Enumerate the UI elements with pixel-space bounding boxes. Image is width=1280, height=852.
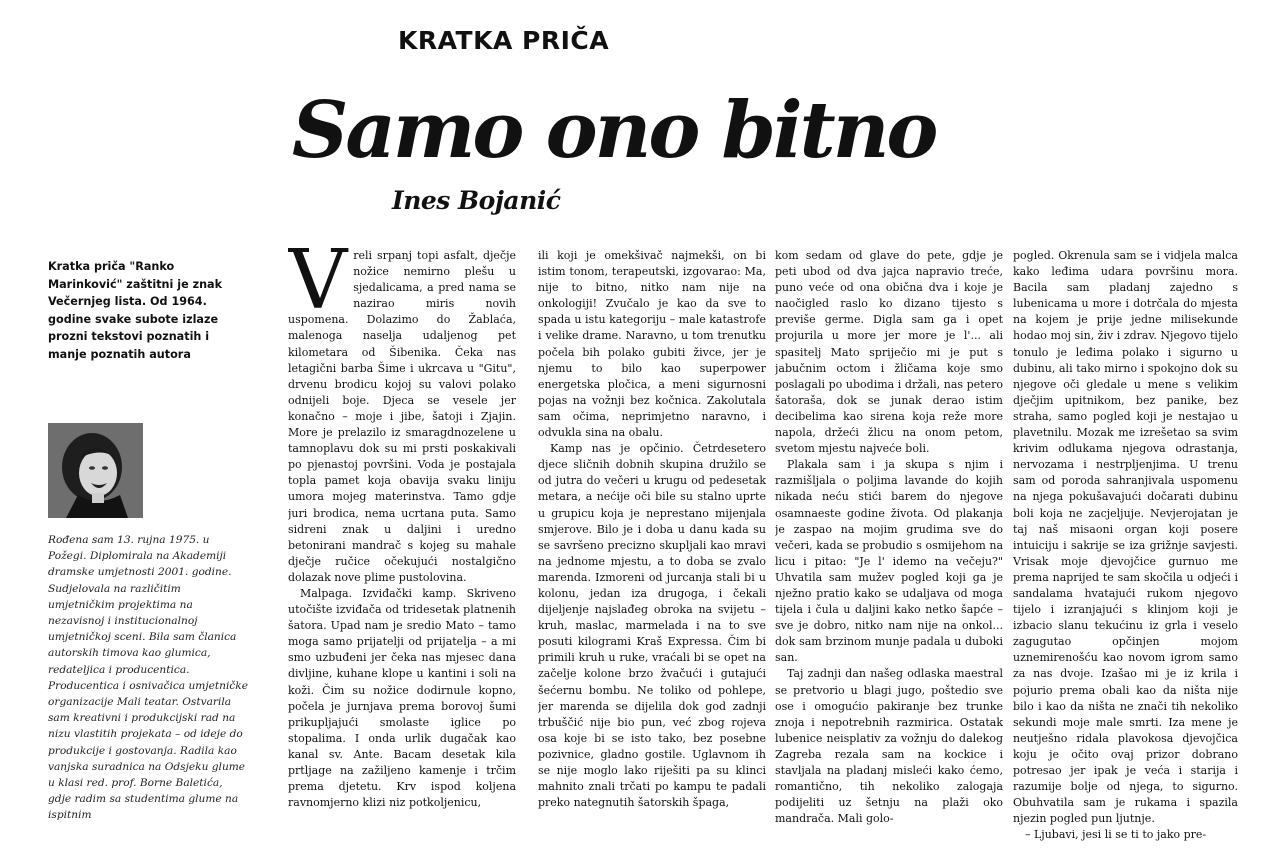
article-column-4 [1013,248,1238,852]
author-bio: Rođena sam 13. rujna 1975. u Požegi. Diplomirala na Akademiji dramske umjetnosti 2001. godine. Sudjelovala na različitim umjetničkim projektima na nezavisnoj i institucionalnoj umjetničkoj sceni. Bila sam članica autorskih timova kao glumica, redateljica i producentica. Producentica i osnivačica umjetničke organizacije Mali teatar. Ostvarila sam kreativni i produkcijski rad na nizu vlastitih projekata – od ideje do produkcije i gostovanja. Radila kao vanjska suradnica na Odsjeku glume u klasi red. prof. Borne Baletića, gdje radim sa studentima glume na ispitnim [48,534,248,822]
section-label: KRATKA PRIČA [398,26,610,55]
article-paragraph: – Ljubavi, jesi li se ti to jako pre- [1025,828,1207,842]
article-column-3 [775,248,1003,852]
article-paragraph: reli srpanj topi asfalt, dječje nožice nemirno plešu u sjedalicama, a pred nama se nazirao miris novih uspomena. Dolazimo do Žablaća, malenoga naselja udaljenog pet kilometara od Šibenika. Čeka nas letagični barba Šime i ukrcava u "Gitu", drvenu brodicu kojoj su valovi polako odnijeli boje. Djeca se vesele jer konačno – moje i jibe, šatoji i Zjajin. More je prelazilo iz smaragdnozelene u tamnoplavu dok su mi prsti poskakivali po pjenastoj površini. Voda je postajala topla pamet koja obavija svaku liniju umora mojeg materinstva. Tamo gdje juri brodica, nema ucrtana puta. Samo sidreni znak u daljini i uredno betonirani mandrač s kojeg su mahale dječje ručice očekujući nostalgično dolazak nove plime pustolovina. [288,249,516,584]
article-paragraph: Malpaga. Izviđački kamp. Skriveno utočište izviđača od tridesetak platnenih šatora. Upad nam je sredio Mato – tamo moga samo prijatelji od prijatelja – a mi smo uzbuđeni jer čeka nas mjesec dana divljine, kuhane klope u kantini i soli na koži. Čim su nožice dodirnule kopno, počela je jurnjava prema borovoj šumi prikupljajući smolaste iglice po stopalima. I onda urlik dugačak kao kanal sv. Ante. Bacam desetak kila prtljage na zažiljeno kamenje i trčim prema djetetu. Krv ispod koljena ravnomjerno klizi niz potkoljenicu, [288,586,516,810]
drop-cap: V [288,248,348,328]
article-paragraph: kom sedam od glave do pete, gdje je peti ubod od dva jajca napravio treće, puno veće od ona obična dva i koje je naočigled raslo ko dizano tijesto s previše germe. Digla sam ga i opet projurila u more jer more je l'... ali spasitelj Mato spriječio mi je put s jabučnim octom i žličama koje smo poslagali po ubodima i držali, nas petero šatoraša, dok se junak derao istim decibelima kao sirena koja reže more napola, držeći žlicu na onom petom, svetom mjestu najveće boli. [775,249,1003,456]
author-portrait-image [48,423,143,518]
article-paragraph: ili koji je omekšivač najmekši, on bi istim tonom, terapeutski, izgovarao: Ma, nije to bitno, nitko nam nije na onkologiji! Zvučalo je kao da sve to spada u istu kategoriju – male katastrofe i velike drame. Naravno, u tom trenutku počela bih polako gubiti živce, jer je njemu to bilo kao superpower energetska pločica, a meni sigurnosni pojas na vožnji bez kočnica. Zakolutala sam očima, neprimjetno naravno, i odvukla sina na obalu. [538,249,766,440]
article-column-2 [538,248,766,852]
series-note: Kratka priča "Ranko Marinković" zaštitni je znak Večernjeg lista. Od 1964. godine svake subote izlaze prozni tekstovi poznatih i manje poznatih autora [48,260,223,361]
article-title: Samo ono bitno [292,85,936,176]
article-column-1 [288,248,516,852]
author-photo [48,423,143,518]
article-paragraph: pogled. Okrenula sam se i vidjela malca kako leđima udara površinu mora. Bacila sam pladanj zajedno s lubenicama u more i dotrčala do mjesta na kojem je prije jedne milisekunde hodao moj sin, živ i zdrav. Njegovo tijelo tonulo je leđima polako i sigurno u dubinu, ali tako mirno i spokojno dok su njegove oči gledale u mene s velikim dječjim upitnikom, bez panike, bez straha, samo pogled koji je nestajao u plavetnilu. Mozak me izrešetao sa svim krivim odlukama njegova odrastanja, nervozama i nestrpljenjima. U trenu sam od poroda sahranjivala uspomenu na njega pokušavajući dočarati dubinu boli koja ne zacjeljuje. Nevjerojatan je taj naš misaoni organ koji posere intuiciju i sakrije se iza grižnje savjesti. Vrisak moje djevojčice gurnuo me prema naprijed te sam skočila u odjeći i sandalama hvatajući rukom njegovo tijelo i izranjajući s klinjom koji je izbacio slanu tekućinu iz grla i veselo zagugutao opčinjen mojom uznemirenošću kao novom igrom samo za nas dvoje. Izašao mi je iz krila i pojurio prema obali kao da ništa nije bilo i kao da ništa ne znači tih nekoliko sekundi moje male smrti. Iza mene je neutješno ridala plavokosa djevojčica koju je očito ovaj prizor dobrano potresao jer ipak je veća i starija i razumije bolje od njega, to sigurno. Obuhvatila sam je rukama i spazila njezin pogled pun ljutnje. [1013,249,1238,826]
article-author: Ines Bojanić [392,186,561,215]
article-paragraph: Taj zadnji dan našeg odlaska maestral se pretvorio u blagi jugo, poštedio sve ose i omogućio pakiranje bez trunke znoja i nepotrebnih razmirica. Ostatak lubenice neisplativ za vožnju do dalekog Zagreba rezala sam na kockice i stavljala na pladanj misleći kako ćemo, romantično, tih nekoliko zalogaja podijeliti uz šetnju na plaži oko mandrača. Mali golo- [775,667,1003,826]
article-paragraph: Plakala sam i ja skupa s njim i razmišljala o poljima lavande do kojih nikada neću stići barem do njegove osamnaeste godine života. Od plakanja je zaspao na mojim grudima sve do večeri, kada se probudio s osmijehom na licu i pitao: "Je l' idemo na večeju?" Uhvatila sam mužev pogled koji ga je nježno pratio kako se udaljava od moga tijela i čula u daljini kako netko šapće – sve je dobro, nitko nam nije na onkol... dok sam brzinom munje padala u duboki san. [775,458,1003,665]
article-paragraph: Kamp nas je opčinio. Četrdesetero djece sličnih dobnih skupina družilo se od jutra do večeri u krugu od pedesetak metara, a nećije oči bile su stalno uprte u grupicu koja je neprestano mijenjala smjerove. Bilo je i doba u danu kada su se savršeno precizno skupljali kao mravi na jednome mjestu, a to doba se zvalo marenda. Izmoreni od jurcanja stali bi u kolonu, jedan iza drugoga, i čekali dijeljenje najslađeg obroka na svijetu – kruh, maslac, marmelada i na to sve posuti kilogrami Kraš Expressa. Čim bi primili kruh u ruke, vraćali bi se opet na začelje kolone brzo žvačući i gutajući šećernu bombu. Ne toliko od pohlepe, jer marenda se dijelila dok god zadnji trbuščić nije bio pun, već zbog rojeva osa koje bi se isto tako, bez posebne pozivnice, gladno gostile. Uglavnom ih se nije moglo lako riješiti pa su klinci mahnito znali trčati po kampu te padali preko nategnutih šatorskih špaga, [538,442,766,810]
